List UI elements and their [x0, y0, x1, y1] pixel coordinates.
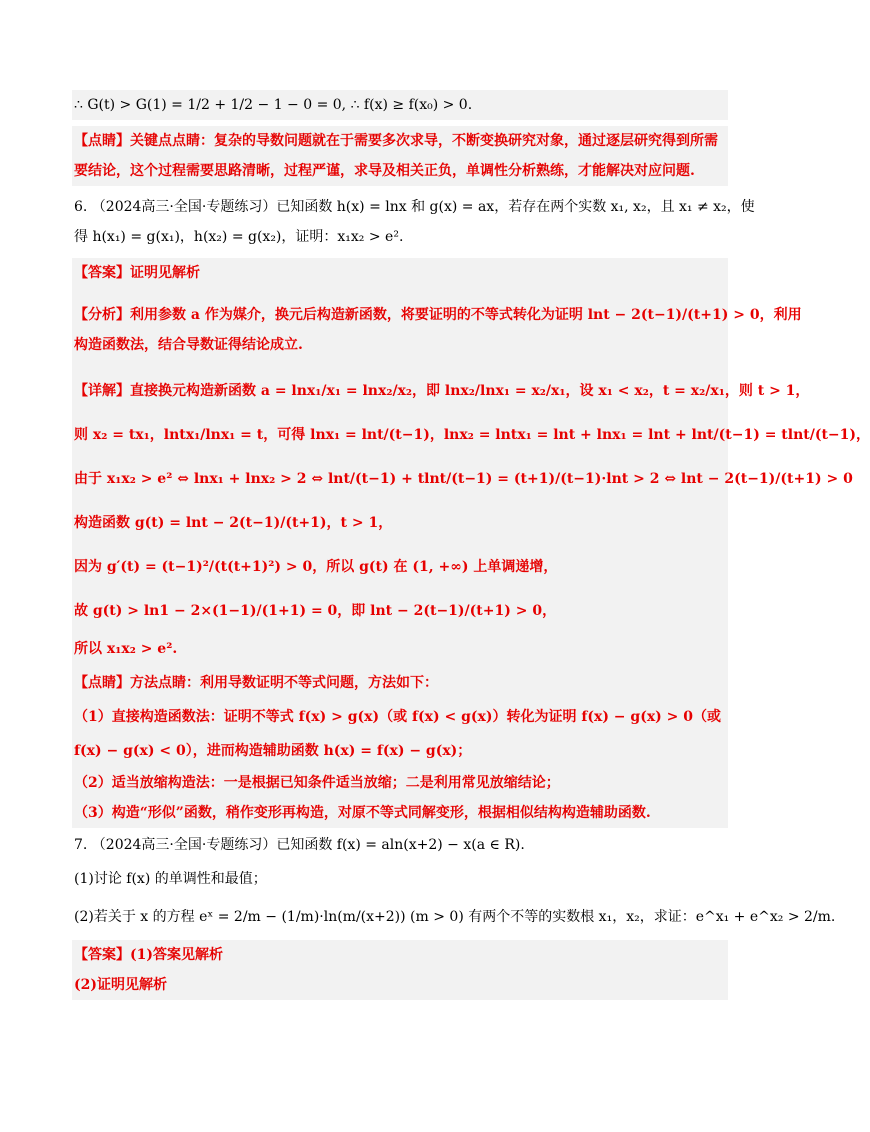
- tip-6-line-5: （3）构造“形似”函数，稍作变形再构造，对原不等式同解变形，根据相似结构构造辅助函数.: [72, 798, 728, 828]
- answer-6: 【答案】证明见解析: [72, 258, 728, 294]
- analysis-6-line-2: 构造函数法，结合导数证得结论成立.: [72, 330, 728, 370]
- detail-6-line-3: 由于 x₁x₂ > e² ⇔ lnx₁ + lnx₂ > 2 ⇔ lnt/(t−1) + tlnt/(t−1) = (t+1)/(t−1)·lnt > 2 ⇔ lnt − 2(t−1)/(t+1) > 0: [72, 458, 728, 502]
- analysis-6-line-1: 【分析】利用参数 a 作为媒介，换元后构造新函数，将要证明的不等式转化为证明 lnt − 2(t−1)/(t+1) > 0，利用: [72, 294, 728, 330]
- document-page: [72, 90, 870, 1000]
- tip-6-line-3: f(x) − g(x) < 0），进而构造辅助函数 h(x) = f(x) − g(x)；: [72, 736, 728, 768]
- question-7-line-1: 7. （2024高三·全国·专题练习）已知函数 f(x) = aln(x+2) − x(a ∈ R).: [74, 837, 525, 853]
- text-line-2: 【点睛】关键点点睛：复杂的导数问题就在于需要多次求导，不断变换研究对象，通过逐层研究得到所需: [72, 126, 728, 156]
- detail-6-line-6: 故 g(t) > ln1 − 2×(1−1)/(1+1) = 0，即 lnt − 2(t−1)/(t+1) > 0，: [72, 590, 728, 634]
- text-line-1: ∴ G(t) > G(1) = 1/2 + 1/2 − 1 − 0 = 0, ∴ f(x) ≥ f(x₀) > 0.: [72, 90, 728, 120]
- text-line-3: 要结论，这个过程需要思路清晰，过程严谨，求导及相关正负，单调性分析熟练，才能解决对应问题.: [72, 156, 728, 186]
- tip-6-line-4: （2）适当放缩构造法：一是根据已知条件适当放缩；二是利用常见放缩结论；: [72, 768, 728, 798]
- question-7-part-2: (2)若关于 x 的方程 eˣ = 2/m − (1/m)·ln(m/(x+2)) (m > 0) 有两个不等的实数根 x₁，x₂，求证：e^x₁ + e^x₂ > 2/m.: [74, 909, 836, 925]
- detail-6-line-4: 构造函数 g(t) = lnt − 2(t−1)/(t+1)，t > 1，: [72, 502, 728, 546]
- answer-7-part-1: 【答案】(1)答案见解析: [72, 940, 728, 970]
- detail-6-line-7: 所以 x₁x₂ > e².: [72, 634, 728, 668]
- question-7-part-1: (1)讨论 f(x) 的单调性和最值；: [74, 871, 267, 887]
- tip-6-line-2: （1）直接构造函数法：证明不等式 f(x) > g(x)（或 f(x) < g(x)）转化为证明 f(x) − g(x) > 0（或: [72, 698, 728, 736]
- detail-6-line-2: 则 x₂ = tx₁，lntx₁/lnx₁ = t，可得 lnx₁ = lnt/(t−1)，lnx₂ = lntx₁ = lnt + lnx₁ = lnt + lnt/(t−1) = tlnt/(t−1)，: [72, 414, 728, 458]
- tip-6-line-1: 【点睛】方法点睛：利用导数证明不等式问题，方法如下：: [72, 668, 728, 698]
- answer-7-part-2: (2)证明见解析: [72, 970, 728, 1000]
- detail-6-line-1: 【详解】直接换元构造新函数 a = lnx₁/x₁ = lnx₂/x₂，即 lnx₂/lnx₁ = x₂/x₁，设 x₁ < x₂，t = x₂/x₁，则 t > 1，: [72, 370, 728, 414]
- question-6-line-1: 6. （2024高三·全国·专题练习）已知函数 h(x) = lnx 和 g(x) = ax，若存在两个实数 x₁, x₂，且 x₁ ≠ x₂，使: [74, 199, 755, 215]
- question-6-line-2: 得 h(x₁) = g(x₁)，h(x₂) = g(x₂)，证明：x₁x₂ > e².: [74, 229, 404, 245]
- detail-6-line-5: 因为 g′(t) = (t−1)²/(t(t+1)²) > 0，所以 g(t) 在 (1, +∞) 上单调递增，: [72, 546, 728, 590]
